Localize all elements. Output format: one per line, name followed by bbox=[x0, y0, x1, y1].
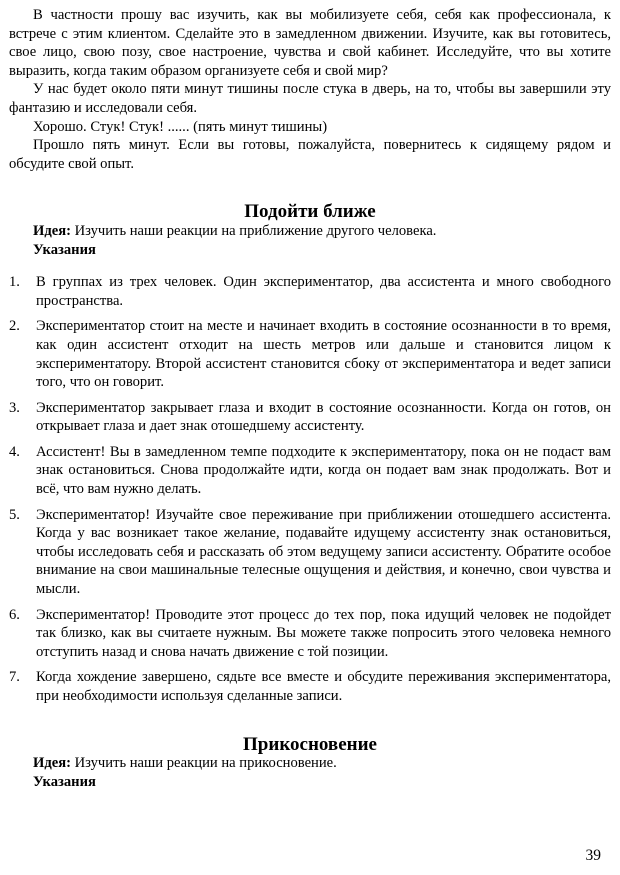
list-item-7: Когда хождение завершено, сядьте все вместе и обсудите переживания экспериментатора, при необходимости используя сделанные записи. bbox=[36, 669, 611, 704]
paragraph-intro-1: В частности прошу вас изучить, как вы мобилизуете себя, себя как профессионала, к встрече с этим клиентом. Сделайте это в замедленном движении. Изучите, как вы готовитесь, свое лицо, свою позу, свое настроение, чувства и свой кабинет. Исследуйте, что вы хотите выразить, когда таким образом организуете себя и свой мир? bbox=[9, 7, 611, 79]
page-number: 39 bbox=[585, 847, 601, 865]
list-item-5: Экспериментатор! Изучайте свое переживание при приближении отошедшего ассистента. Когда у вас возникает такое желание, подавайте идущему ассистенту знак остановиться, чтобы исследовать себя и рассказать об этом ведущему записи ассистенту. Обратите особое внимание на свои машинальные телесные ощущения и действия, и конечно, свои чувства и мысли. bbox=[36, 506, 611, 598]
paragraph-intro-2: У нас будет около пяти минут тишины после стука в дверь, на то, чтобы вы завершили эту фантазию и исследовали себя. bbox=[9, 81, 611, 116]
instructions-list-approach bbox=[9, 273, 611, 705]
list-item-1: В группах из трех человек. Один экспериментатор, два ассистента и много свободного пространства. bbox=[36, 274, 611, 309]
idea-line-approach bbox=[9, 222, 611, 241]
idea-label-touch: Идея: bbox=[33, 755, 71, 772]
idea-text-approach: Изучить наши реакции на приближение другого человека. bbox=[74, 222, 437, 239]
idea-line-touch bbox=[9, 754, 611, 773]
paragraph-intro-4: Прошло пять минут. Если вы готовы, пожалуйста, повернитесь к сидящему рядом и обсудите свой опыт. bbox=[9, 137, 611, 172]
instructions-label-touch: Указания bbox=[33, 773, 96, 790]
list-item-2: Экспериментатор стоит на месте и начинает входить в состояние осознанности в то время, как один ассистент отходит на шесть метров или дальше и становится лицом к экспериментатору. Второй ассистент становится сбоку от экспериментатора и ведет записи того, что он говорит. bbox=[36, 318, 611, 391]
idea-text-touch: Изучить наши реакции на прикосновение. bbox=[74, 755, 337, 772]
section-title-touch: Прикосновение bbox=[243, 733, 377, 755]
list-item-3: Экспериментатор закрывает глаза и входит в состояние осознанности. Когда он готов, он открывает глаза и дает знак отошедшему ассистенту. bbox=[36, 399, 611, 435]
list-item-4: Ассистент! Вы в замедленном темпе подходите к экспериментатору, пока он не подаст вам знак остановиться. Снова продолжайте идти, когда он подает вам знак продолжать. Вот и всё, что вам нужно делать. bbox=[36, 443, 611, 498]
section-title-approach: Подойти ближе bbox=[244, 201, 376, 223]
paragraph-intro-3: Хорошо. Стук! Стук! ...... (пять минут тишины) bbox=[33, 118, 328, 135]
list-item-6: Экспериментатор! Проводите этот процесс до тех пор, пока идущий человек не подойдет так близко, как вы считаете нужным. Вы можете также попросить этого человека немного отступить назад и снова начать движение с той позиции. bbox=[36, 606, 611, 660]
instructions-label-approach: Указания bbox=[33, 241, 96, 258]
idea-label-approach: Идея: bbox=[33, 222, 71, 239]
